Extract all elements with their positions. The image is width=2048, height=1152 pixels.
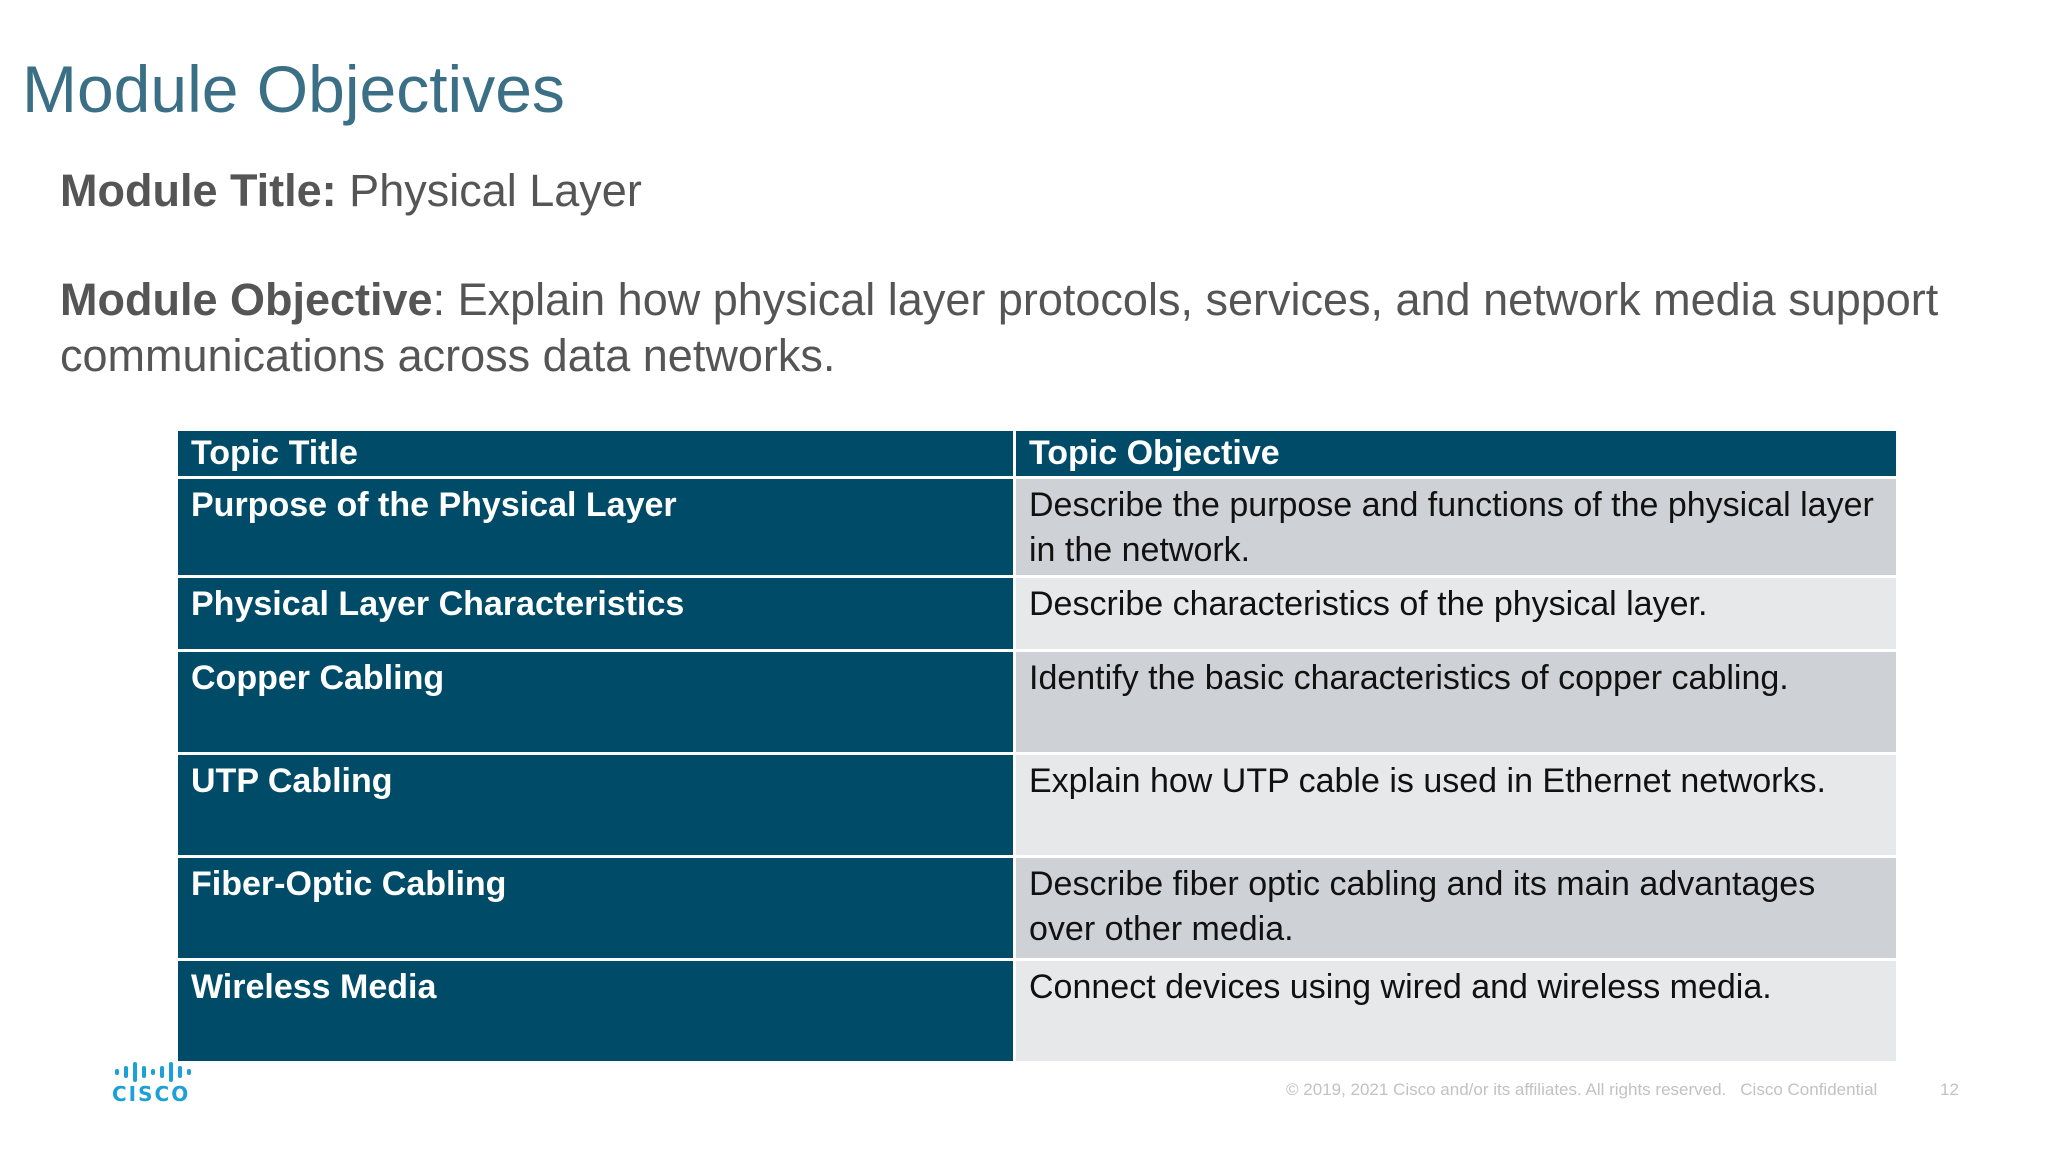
table-row — [177, 857, 1898, 960]
slide-title: Module Objectives — [22, 52, 565, 126]
topic-objective-cell: Describe fiber optic cabling and its main advantages over other media. — [1015, 857, 1898, 960]
cisco-logo — [112, 1062, 196, 1110]
table-row — [177, 478, 1898, 577]
page-number: 12 — [1940, 1080, 1959, 1099]
copyright-text: © 2019, 2021 Cisco and/or its affiliates. All rights reserved. — [1286, 1080, 1727, 1099]
topic-objective-cell: Connect devices using wired and wireless media. — [1015, 960, 1898, 1063]
module-title-label: Module Title: — [60, 165, 337, 216]
table-row — [177, 577, 1898, 651]
module-title — [60, 164, 642, 218]
table-header-row — [177, 430, 1898, 478]
topic-title-cell: UTP Cabling — [177, 754, 1015, 857]
module-objective-value: : Explain how physical layer protocols, services, and network media support communications across data networks. — [60, 274, 1939, 381]
topic-title-cell: Copper Cabling — [177, 651, 1015, 754]
table-row — [177, 960, 1898, 1063]
topic-title-cell: Purpose of the Physical Layer — [177, 478, 1015, 577]
topics-table — [175, 428, 1899, 1064]
table-row — [177, 754, 1898, 857]
module-objective-label: Module Objective — [60, 274, 433, 325]
confidential-text: Cisco Confidential — [1740, 1080, 1878, 1099]
topic-objective-cell: Describe characteristics of the physical layer. — [1015, 577, 1898, 651]
footer — [1286, 1080, 1891, 1100]
cisco-bars-icon — [115, 1062, 196, 1082]
table-row — [177, 651, 1898, 754]
cisco-logo-text: CISCO — [112, 1082, 191, 1106]
module-title-value: Physical Layer — [336, 165, 642, 216]
topic-objective-cell: Describe the purpose and functions of the physical layer in the network. — [1015, 478, 1898, 577]
module-objective — [60, 272, 2000, 384]
topic-objective-cell: Explain how UTP cable is used in Ethernet networks. — [1015, 754, 1898, 857]
topic-title-cell: Wireless Media — [177, 960, 1015, 1063]
header-topic-objective: Topic Objective — [1015, 430, 1898, 478]
topic-objective-cell: Identify the basic characteristics of copper cabling. — [1015, 651, 1898, 754]
topic-title-cell: Physical Layer Characteristics — [177, 577, 1015, 651]
topic-title-cell: Fiber-Optic Cabling — [177, 857, 1015, 960]
header-topic-title: Topic Title — [177, 430, 1015, 478]
